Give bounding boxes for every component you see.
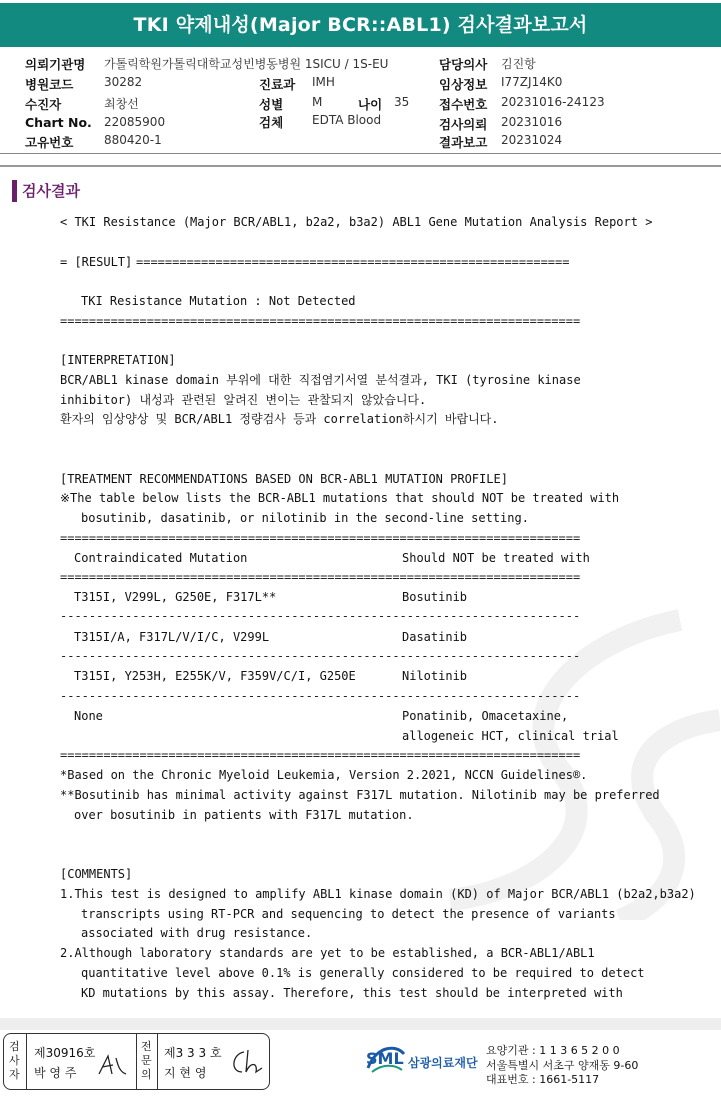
hdr-label: 병원코드 (25, 77, 74, 92)
table-cell-mutation: T315I, V299L, G250E, F317L** (74, 590, 277, 604)
signer1-name: 박 영 주 (34, 1066, 77, 1080)
hdr-label: 성별 (259, 97, 284, 112)
hdr-label: 수진자 (25, 97, 62, 112)
hdr-label: 나이 (358, 97, 383, 112)
table-cell-drug: Nilotinib (402, 669, 468, 683)
hdr-label: 접수번호 (439, 97, 488, 112)
rule-line: ============================================================ (136, 255, 570, 269)
comment-line: KD mutations by this assay. Therefore, this test should be interpreted with (81, 986, 623, 1000)
interpretation-line: 환자의 임상양상 및 BCR/ABL1 정량검사 등과 correlation하시기 바랍니다. (60, 412, 499, 426)
hdr-value: I77ZJ14K0 (501, 75, 563, 89)
signer2-name: 지 현 영 (164, 1066, 207, 1080)
org-info: 서울특별시 서초구 양재동 9-60 (486, 1059, 639, 1072)
rule-line: ======================================================================== (60, 570, 581, 584)
hdr-value: IMH (312, 75, 335, 89)
hdr-value: EDTA Blood (312, 113, 382, 127)
treatment-title: [TREATMENT RECOMMENDATIONS BASED ON BCR-ABL1 MUTATION PROFILE] (60, 472, 508, 486)
hdr-value: 880420-1 (104, 133, 162, 147)
hdr-value: 20231016 (501, 115, 563, 129)
interpretation-line: inhibitor) 내성과 관련된 알려진 변이는 관찰되지 않았습니다. (60, 393, 427, 407)
org-logo-text: SML (366, 1049, 404, 1068)
signer1-role: 검사자 (9, 1040, 20, 1081)
table-cell-mutation: T315I, Y253H, E255K/V, F359V/C/I, G250E (74, 669, 356, 683)
comments-title: [COMMENTS] (60, 867, 133, 881)
result-line: TKI Resistance Mutation : Not Detected (81, 294, 356, 308)
hdr-label: 검체 (259, 115, 284, 130)
org-info: 요양기관 : 1 1 3 6 5 2 0 0 (486, 1044, 620, 1057)
header-divider (0, 165, 721, 167)
hdr-value: 가톨릭학원가톨릭대학교성빈병동병원 1SICU / 1S-EU (104, 57, 389, 71)
rule-line: ======================================================================== (60, 531, 581, 545)
header-divider (0, 153, 721, 154)
signature-icon (228, 1048, 264, 1078)
treatment-note: bosutinib, dasatinib, or nilotinib in the second-line setting. (81, 511, 529, 525)
org-name: 삼광의료재단 (408, 1056, 478, 1070)
signer2-role: 전문의 (141, 1040, 152, 1081)
treatment-note: ※The table below lists the BCR-ABL1 mutations that should NOT be treated with (60, 491, 620, 505)
table-cell-mutation: None (74, 709, 103, 723)
comment-line: quantitative level above 0.1% is generally considered to be required to detect (81, 966, 645, 980)
hdr-label: 검사의뢰 (439, 117, 488, 132)
hdr-label: 임상정보 (439, 77, 488, 92)
hdr-label: 결과보고 (439, 135, 488, 150)
table-cell-drug: Ponatinib, Omacetaxine, (402, 709, 569, 723)
table-header-mutation: Contraindicated Mutation (74, 551, 248, 565)
signer1-license: 제30916호 (34, 1046, 96, 1060)
interpretation-title: [INTERPRETATION] (60, 353, 176, 367)
comment-line: 2.Although laboratory standards are yet to be established, a BCR-ABL1/ABL1 (60, 946, 595, 960)
section-marker (12, 180, 17, 202)
rule-line: ======================================================================== (60, 314, 581, 328)
hdr-label: Chart No. (25, 115, 92, 130)
hdr-label: 담당의사 (439, 57, 488, 72)
hdr-label: 진료과 (259, 77, 296, 92)
table-cell-drug: Bosutinib (402, 590, 468, 604)
hdr-value: 최창선 (104, 97, 139, 111)
section-title: 검사결과 (22, 182, 80, 200)
signature-icon (96, 1052, 132, 1080)
footnote: **Bosutinib has minimal activity against F317L mutation. Nilotinib may be preferred (60, 788, 660, 802)
hdr-value: 20231024 (501, 133, 563, 147)
result-prefix: = [RESULT] (60, 255, 140, 269)
rule-line: ======================================================================== (60, 748, 581, 762)
divider (136, 1034, 137, 1089)
signature-box (3, 1033, 270, 1090)
comment-line: transcripts using RT-PCR and sequencing to detect the presence of variants (81, 907, 616, 921)
hdr-value: 22085900 (104, 115, 166, 129)
org-info: 대표번호 : 1661-5117 (486, 1073, 600, 1086)
divider (157, 1034, 158, 1089)
footer-band (0, 1018, 721, 1030)
comment-line: 1.This test is designed to amplify ABL1 kinase domain (KD) of Major BCR/ABL1 (b2a2,b3a2) (60, 887, 696, 901)
table-cell-drug: Dasatinib (402, 630, 468, 644)
hdr-value: 20231016-24123 (501, 95, 605, 109)
report-heading: < TKI Resistance (Major BCR/ABL1, b2a2, b3a2) ABL1 Gene Mutation Analysis Report > (60, 215, 653, 229)
hdr-value: 30282 (104, 75, 143, 89)
divider (26, 1034, 27, 1089)
signer2-license: 제3 3 3 호 (164, 1046, 222, 1060)
rule-line: ------------------------------------------------------------------------ (60, 649, 581, 663)
hdr-value: 35 (394, 95, 410, 109)
hdr-label: 의뢰기관명 (25, 57, 86, 72)
table-cell-drug: allogeneic HCT, clinical trial (402, 729, 619, 743)
report-title: TKI 약제내성(Major BCR::ABL1) 검사결과보고서 (0, 3, 721, 47)
hdr-value: M (312, 95, 323, 109)
table-header-drug: Should NOT be treated with (402, 551, 590, 565)
footnote: over bosutinib in patients with F317L mutation. (74, 808, 414, 822)
rule-line: ------------------------------------------------------------------------ (60, 609, 581, 623)
hdr-label: 고유번호 (25, 135, 74, 150)
rule-line: ------------------------------------------------------------------------ (60, 689, 581, 703)
comment-line: associated with drug resistance. (81, 926, 313, 940)
footnote: *Based on the Chronic Myeloid Leukemia, Version 2.2021, NCCN Guidelines®. (60, 768, 588, 782)
interpretation-line: BCR/ABL1 kinase domain 부위에 대한 직접염기서열 분석결과, TKI (tyrosine kinase (60, 373, 581, 387)
table-cell-mutation: T315I/A, F317L/V/I/C, V299L (74, 630, 270, 644)
hdr-value: 김진항 (501, 57, 536, 71)
